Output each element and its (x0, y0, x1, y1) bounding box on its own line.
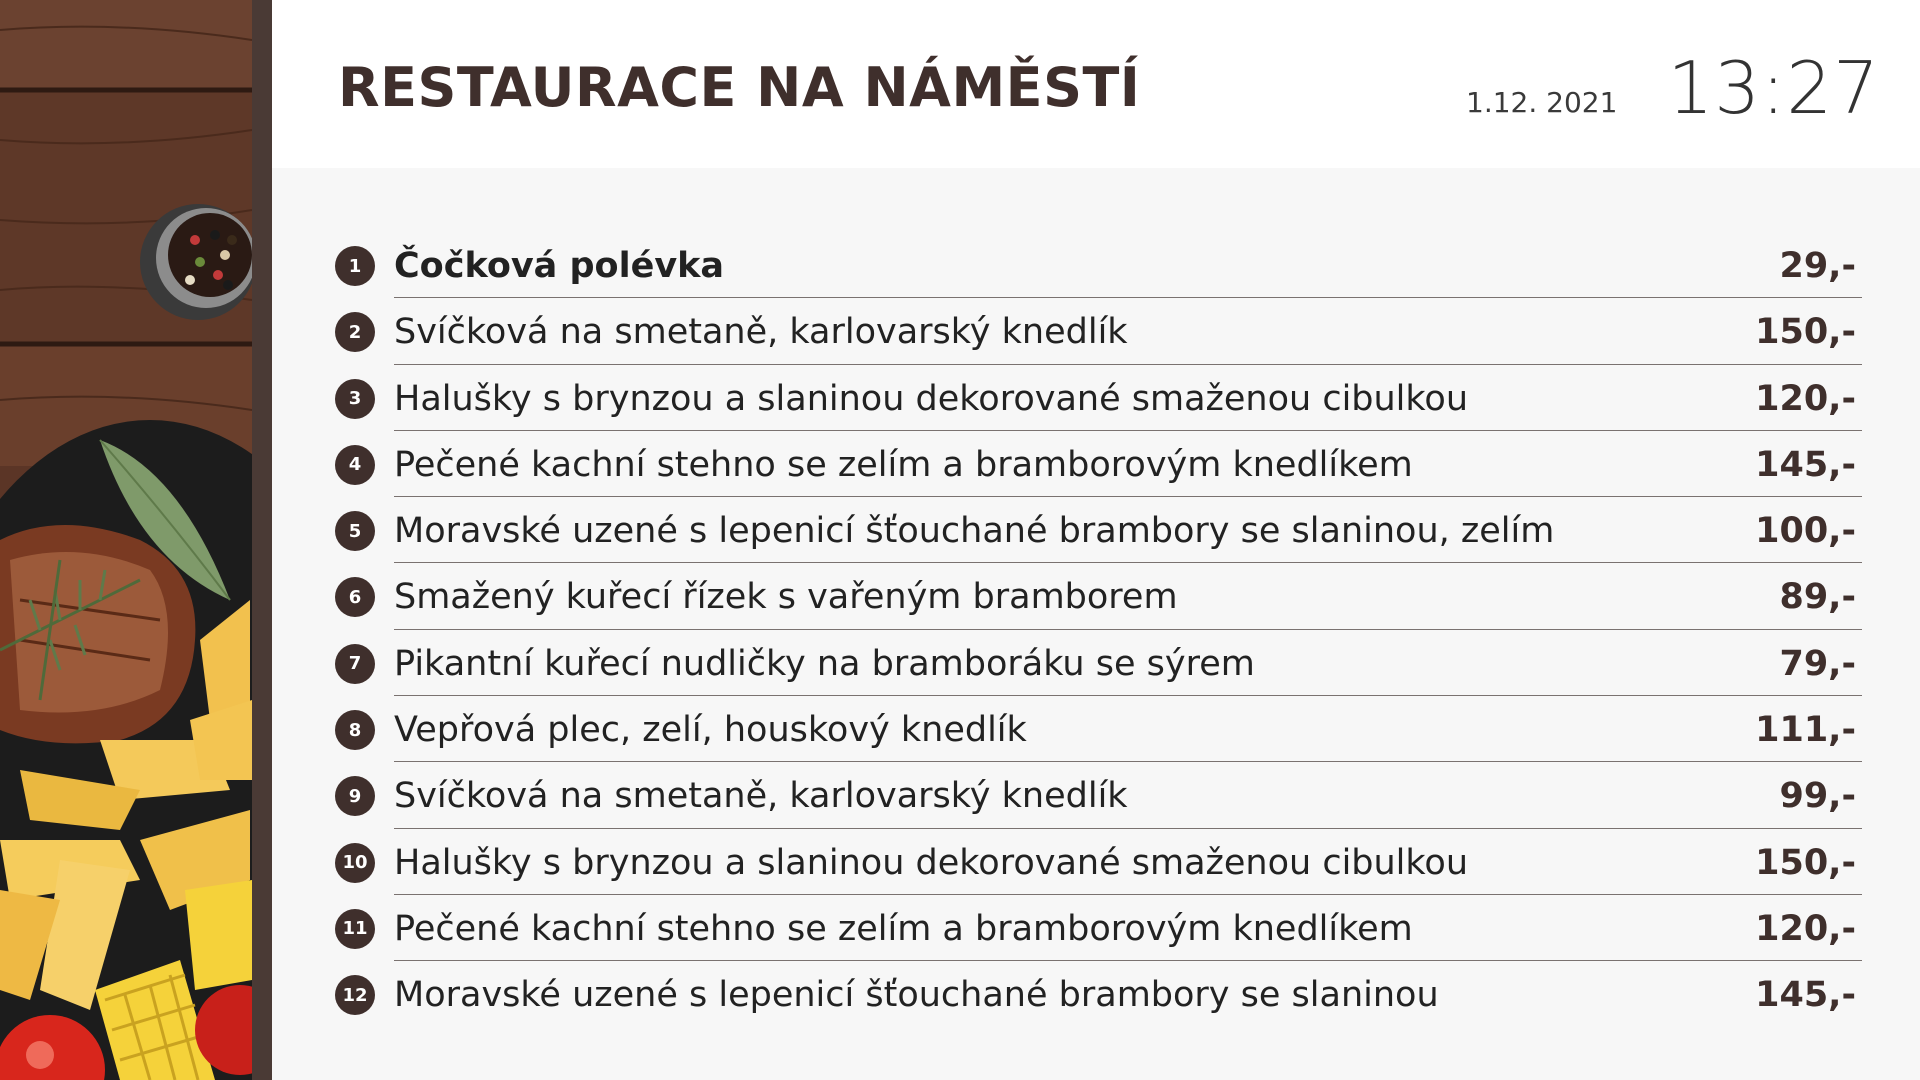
item-number-badge: 12 (335, 975, 375, 1015)
dish-name: Halušky s brynzou a slaninou dekorované smaženou cibulkou (394, 842, 1469, 883)
menu-item (334, 563, 1862, 629)
item-number-badge: 2 (335, 312, 375, 352)
dish-name: Pečené kachní stehno se zelím a bramborovým knedlíkem (394, 444, 1413, 485)
dish-name: Svíčková na smetaně, karlovarský knedlík (394, 312, 1128, 353)
menu-item (334, 630, 1862, 696)
dish-name: Pikantní kuřecí nudličky na bramboráku se sýrem (394, 643, 1255, 684)
dish-name: Pečené kachní stehno se zelím a bramborovým knedlíkem (394, 908, 1413, 949)
dish-name: Čočková polévka (394, 246, 725, 286)
dish-price: 120,- (1755, 908, 1856, 949)
item-number-badge: 7 (335, 644, 375, 684)
menu-item (334, 961, 1862, 1027)
item-number-badge: 11 (335, 909, 375, 949)
item-number-badge: 3 (335, 379, 375, 419)
menu-item (334, 232, 1862, 298)
item-number-badge: 1 (335, 246, 375, 286)
accent-divider-bar (252, 0, 272, 1080)
dish-price: 120,- (1755, 378, 1856, 419)
menu-item (334, 895, 1862, 961)
header (272, 0, 1920, 168)
dish-price: 145,- (1755, 444, 1856, 485)
dish-name: Smažený kuřecí řízek s vařeným bramborem (394, 577, 1178, 618)
dish-price: 79,- (1779, 643, 1856, 684)
food-photo (0, 0, 252, 1080)
dish-name: Moravské uzené s lepenicí šťouchané brambory se slaninou, zelím (394, 511, 1555, 552)
menu-item (334, 431, 1862, 497)
menu-item (334, 696, 1862, 762)
dish-price: 100,- (1755, 511, 1856, 552)
menu-item (334, 298, 1862, 364)
item-number-badge: 4 (335, 445, 375, 485)
dish-price: 150,- (1755, 842, 1856, 883)
current-date: 1.12. 2021 (1466, 86, 1618, 119)
item-number-badge: 9 (335, 776, 375, 816)
dish-price: 111,- (1755, 710, 1856, 751)
menu-item (334, 829, 1862, 895)
menu-item (334, 762, 1862, 828)
item-number-badge: 8 (335, 710, 375, 750)
dish-name: Moravské uzené s lepenicí šťouchané brambory se slaninou (394, 975, 1439, 1016)
dish-price: 150,- (1755, 312, 1856, 353)
menu-item (334, 365, 1862, 431)
item-number-badge: 6 (335, 577, 375, 617)
dish-price: 145,- (1755, 975, 1856, 1016)
item-number-badge: 5 (335, 511, 375, 551)
dish-price: 29,- (1779, 246, 1856, 286)
dish-name: Vepřová plec, zelí, houskový knedlík (394, 710, 1027, 751)
dish-name: Svíčková na smetaně, karlovarský knedlík (394, 776, 1128, 817)
menu-item (334, 497, 1862, 563)
restaurant-title: RESTAURACE NA NÁMĚSTÍ (338, 56, 1141, 119)
dish-price: 99,- (1779, 776, 1856, 817)
item-number-badge: 10 (335, 843, 375, 883)
dish-price: 89,- (1779, 577, 1856, 618)
menu-list (334, 232, 1862, 1028)
current-time: 13:27 (1667, 46, 1880, 130)
dish-name: Halušky s brynzou a slaninou dekorované smaženou cibulkou (394, 378, 1469, 419)
